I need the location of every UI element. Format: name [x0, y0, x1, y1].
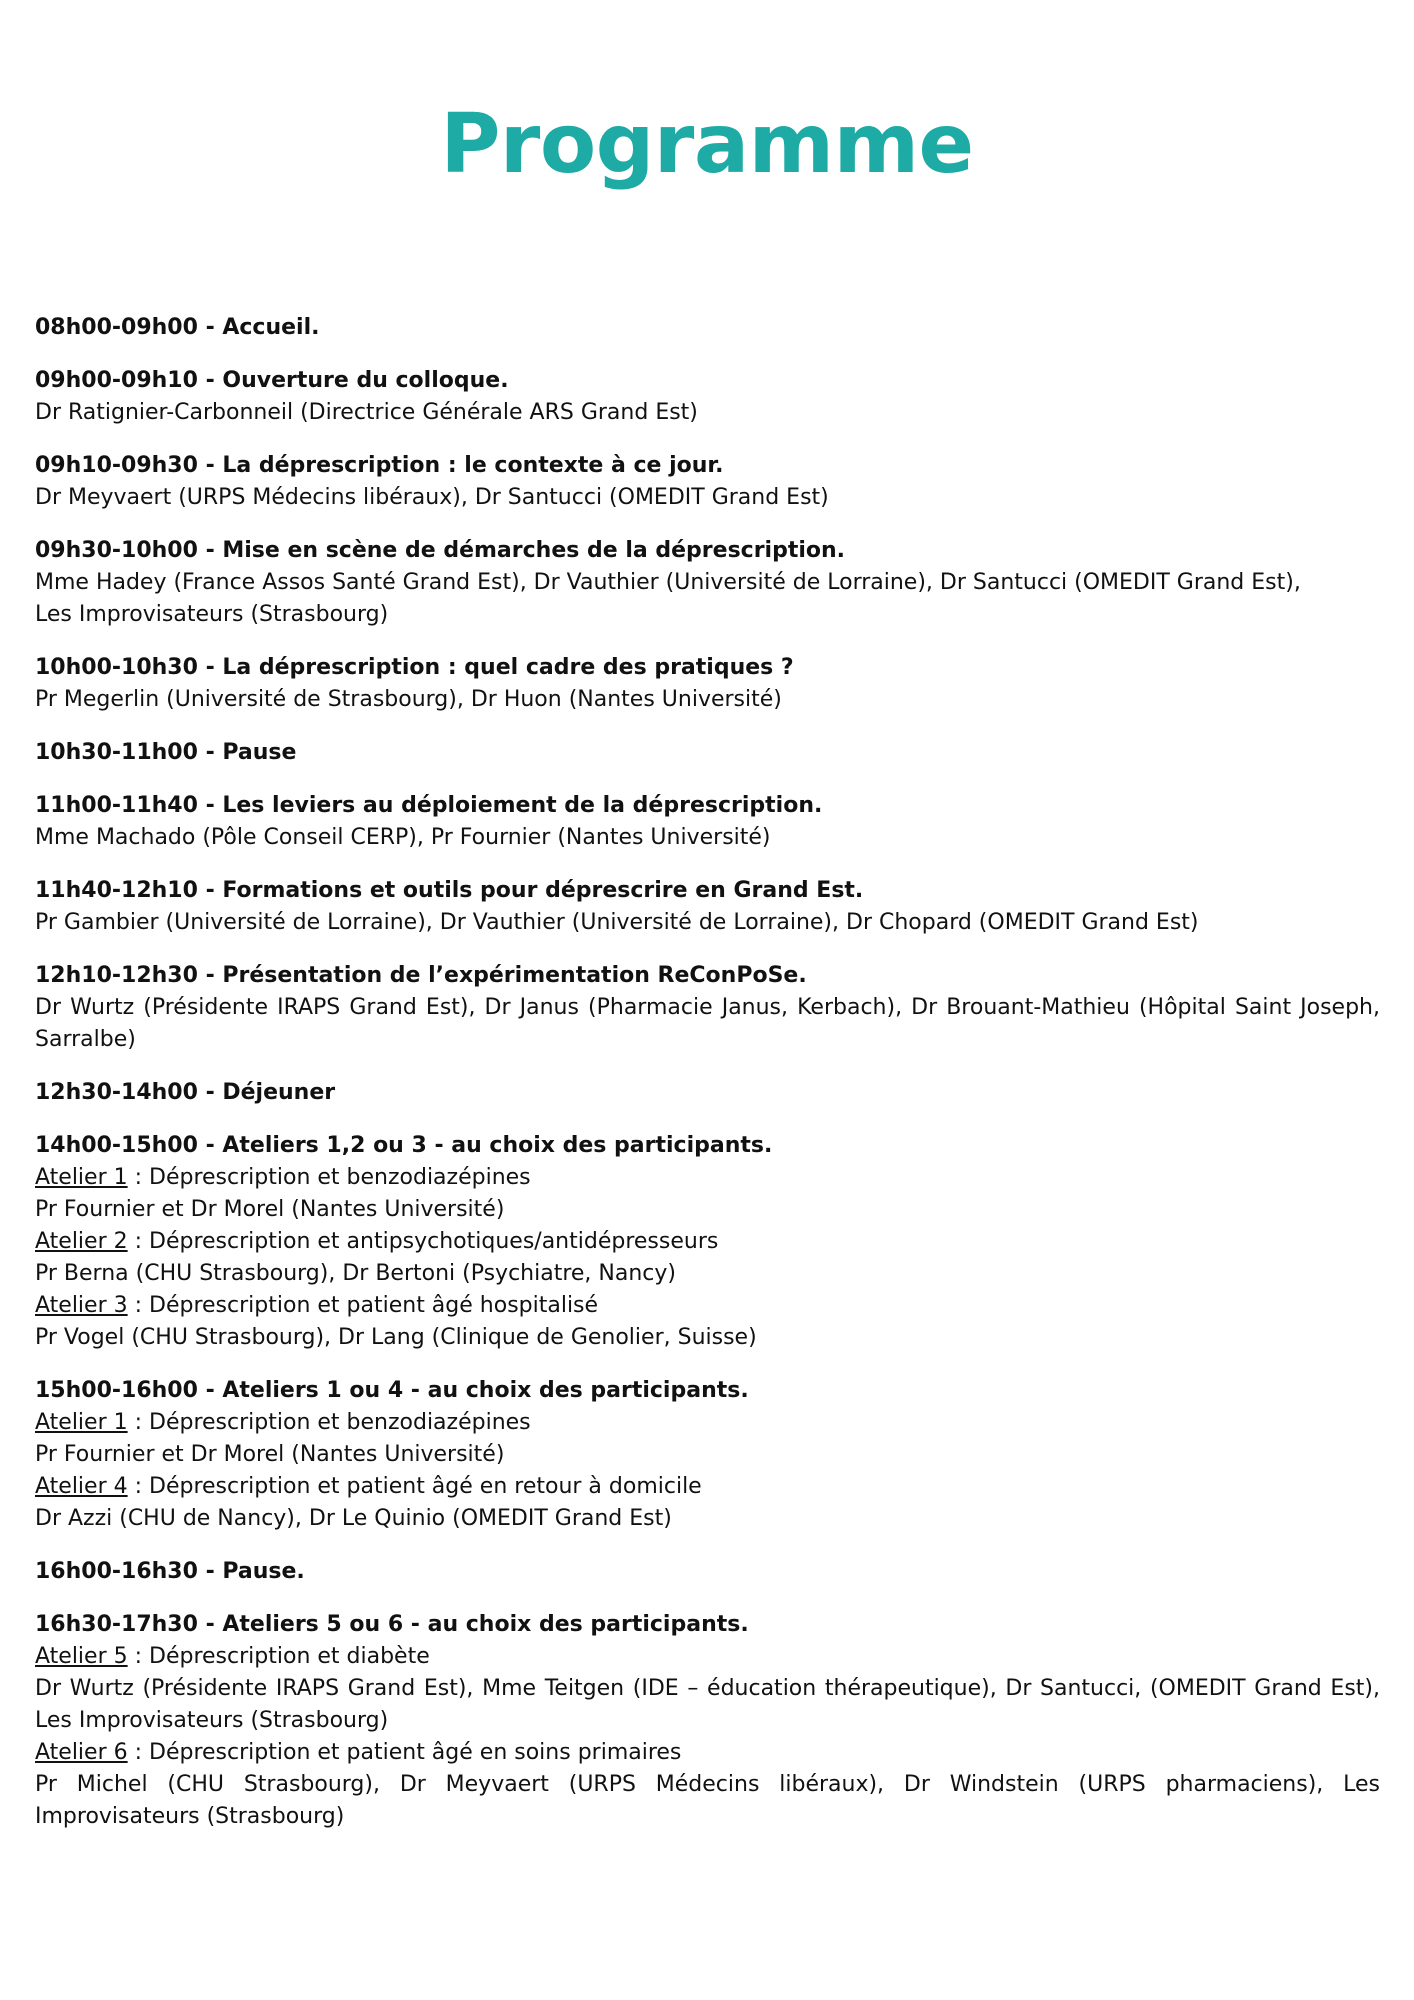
- workshop-topic: : Déprescription et patient âgé en soins primaires: [127, 1740, 682, 1765]
- item-speakers: Mme Machado (Pôle Conseil CERP), Pr Fournier (Nantes Université): [35, 825, 771, 850]
- workshop-session: [35, 1130, 1380, 1354]
- workshop-session: [35, 1375, 1380, 1535]
- item-speakers: Dr Meyvaert (URPS Médecins libéraux), Dr Santucci (OMEDIT Grand Est): [35, 485, 829, 510]
- workshop-label: Atelier 5: [35, 1644, 128, 1669]
- workshop-row: [35, 1737, 1380, 1769]
- item-heading: 08h00-09h00 - Accueil.: [35, 315, 320, 340]
- workshop-row: [35, 1641, 1380, 1673]
- item-heading: 16h00-16h30 - Pause.: [35, 1559, 305, 1584]
- program-item: [35, 652, 1380, 716]
- item-heading: 11h40-12h10 - Formations et outils pour déprescrire en Grand Est.: [35, 878, 864, 903]
- workshop-speakers: Pr Vogel (CHU Strasbourg), Dr Lang (Clinique de Genolier, Suisse): [35, 1325, 757, 1350]
- program-item: [35, 1556, 1380, 1588]
- item-heading: 11h00-11h40 - Les leviers au déploiement de la déprescription.: [35, 793, 823, 818]
- workshop-row: [35, 1290, 1380, 1322]
- item-heading: 10h00-10h30 - La déprescription : quel cadre des pratiques ?: [35, 655, 794, 680]
- workshop-speakers: Pr Michel (CHU Strasbourg), Dr Meyvaert (URPS Médecins libéraux), Dr Windstein (URPS pharmaciens), Les Improvisateurs (Strasbourg): [35, 1772, 1380, 1829]
- program-item: [35, 312, 1380, 344]
- program-item: [35, 1077, 1380, 1109]
- program-item: [35, 365, 1380, 429]
- program-item: [35, 535, 1380, 631]
- workshop-label: Atelier 6: [35, 1740, 128, 1765]
- workshop-topic: : Déprescription et patient âgé hospitalisé: [127, 1293, 599, 1318]
- workshop-label: Atelier 2: [35, 1229, 128, 1254]
- workshop-label: Atelier 3: [35, 1293, 128, 1318]
- item-speakers: Dr Ratignier-Carbonneil (Directrice Générale ARS Grand Est): [35, 400, 698, 425]
- item-heading: 12h30-14h00 - Déjeuner: [35, 1080, 336, 1105]
- item-heading: 09h00-09h10 - Ouverture du colloque.: [35, 368, 509, 393]
- item-speakers: Mme Hadey (France Assos Santé Grand Est), Dr Vauthier (Université de Lorraine), Dr Santucci (OMEDIT Grand Est),: [35, 570, 1301, 595]
- workshop-row: [35, 1162, 1380, 1194]
- item-heading: 10h30-11h00 - Pause: [35, 740, 297, 765]
- workshop-label: Atelier 1: [35, 1165, 128, 1190]
- program-item: [35, 960, 1380, 1056]
- item-heading: 15h00-16h00 - Ateliers 1 ou 4 - au choix des participants.: [35, 1378, 749, 1403]
- item-heading: 14h00-15h00 - Ateliers 1,2 ou 3 - au choix des participants.: [35, 1133, 773, 1158]
- workshop-row: [35, 1407, 1380, 1439]
- page-title: Programme: [440, 97, 974, 192]
- workshop-label: Atelier 4: [35, 1474, 128, 1499]
- item-speakers: Pr Gambier (Université de Lorraine), Dr Vauthier (Université de Lorraine), Dr Chopard (OMEDIT Grand Est): [35, 910, 1199, 935]
- workshop-topic: : Déprescription et diabète: [127, 1644, 430, 1669]
- workshop-label: Atelier 1: [35, 1410, 128, 1435]
- workshop-topic: : Déprescription et antipsychotiques/antidépresseurs: [127, 1229, 719, 1254]
- program-item: [35, 875, 1380, 939]
- item-speakers: Pr Megerlin (Université de Strasbourg), Dr Huon (Nantes Université): [35, 687, 782, 712]
- item-speakers: Les Improvisateurs (Strasbourg): [35, 602, 389, 627]
- workshop-topic: : Déprescription et benzodiazépines: [127, 1165, 531, 1190]
- workshop-topic: : Déprescription et patient âgé en retour à domicile: [127, 1474, 702, 1499]
- workshop-speakers: Pr Berna (CHU Strasbourg), Dr Bertoni (Psychiatre, Nancy): [35, 1261, 676, 1286]
- workshop-topic: : Déprescription et benzodiazépines: [127, 1410, 531, 1435]
- workshop-speakers: Pr Fournier et Dr Morel (Nantes Université): [35, 1197, 505, 1222]
- workshop-row: [35, 1471, 1380, 1503]
- program-list: [35, 312, 1380, 1854]
- item-heading: 09h10-09h30 - La déprescription : le contexte à ce jour.: [35, 453, 724, 478]
- program-item: [35, 450, 1380, 514]
- workshop-row: [35, 1226, 1380, 1258]
- item-heading: 12h10-12h30 - Présentation de l’expérimentation ReConPoSe.: [35, 963, 807, 988]
- program-item: [35, 737, 1380, 769]
- item-speakers: Dr Wurtz (Présidente IRAPS Grand Est), Dr Janus (Pharmacie Janus, Kerbach), Dr Brouant-Mathieu (Hôpital Saint Joseph, Sarralbe): [35, 995, 1380, 1052]
- workshop-speakers: Dr Wurtz (Présidente IRAPS Grand Est), Mme Teitgen (IDE – éducation thérapeutique), Dr Santucci, (OMEDIT Grand Est), Les Improvisateurs (Strasbourg): [35, 1676, 1380, 1733]
- item-heading: 09h30-10h00 - Mise en scène de démarches de la déprescription.: [35, 538, 846, 563]
- item-heading: 16h30-17h30 - Ateliers 5 ou 6 - au choix des participants.: [35, 1612, 749, 1637]
- workshop-speakers: Pr Fournier et Dr Morel (Nantes Université): [35, 1442, 505, 1467]
- workshop-session: [35, 1609, 1380, 1833]
- workshop-speakers: Dr Azzi (CHU de Nancy), Dr Le Quinio (OMEDIT Grand Est): [35, 1506, 672, 1531]
- program-item: [35, 790, 1380, 854]
